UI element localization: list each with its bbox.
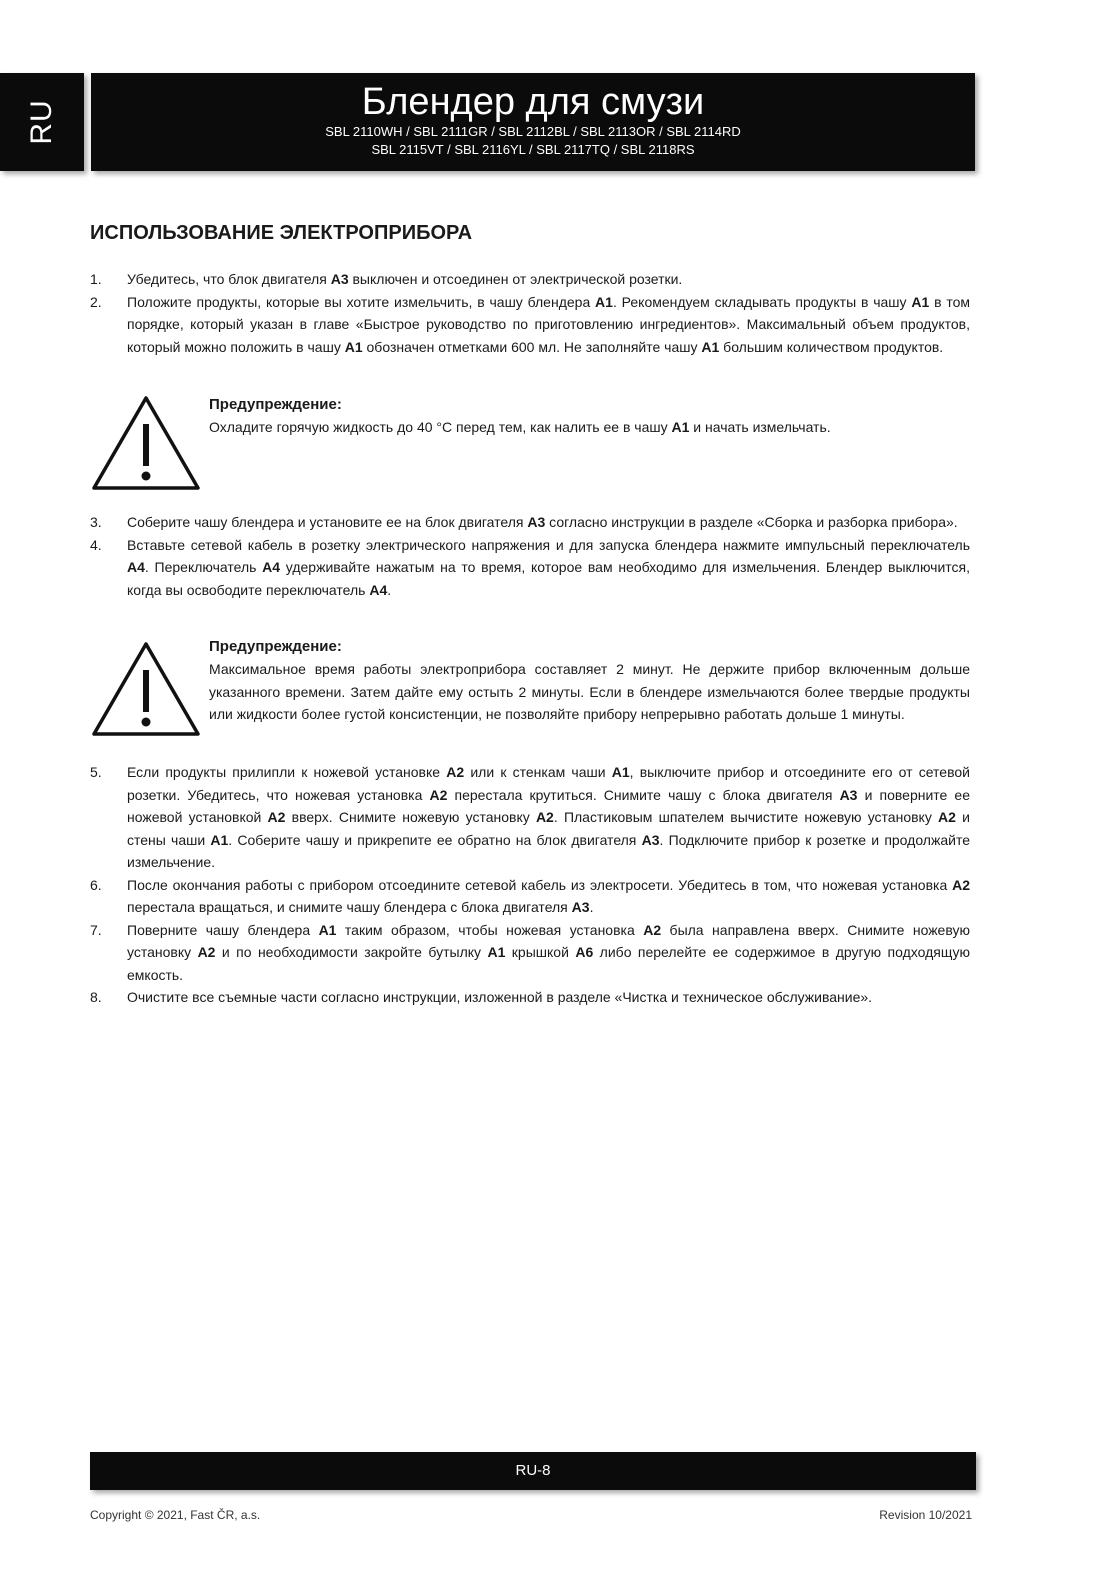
step-text: Положите продукты, которые вы хотите измельчить, в чашу блендера A1. Рекомендуем складывать продукты в чашу A1 в том порядке, который указан в главе «Быстрое руководство по приготовлению ингредиентов». Максимальный объем продуктов, который можно положить в чашу A1 обозначен отметками 600 мл. Не заполняйте чашу A1 большим количеством продуктов. xyxy=(127,293,970,355)
warning-box-2 xyxy=(90,636,970,748)
warning-triangle-icon xyxy=(90,394,202,492)
warning-text: Охладите горячую жидкость до 40 °C перед тем, как налить ее в чашу A1 и начать измельчать. xyxy=(209,419,831,435)
list-item xyxy=(90,268,970,291)
step-number: 7. xyxy=(90,921,102,938)
step-text: Очистите все съемные части согласно инструкции, изложенной в разделе «Чистка и техническое обслуживание». xyxy=(127,989,873,1005)
model-list-line-2: SBL 2115VT / SBL 2116YL / SBL 2117TQ / SBL 2118RS xyxy=(371,142,695,157)
step-number: 3. xyxy=(90,514,102,530)
step-text: Соберите чашу блендера и установите ее на блок двигателя A3 согласно инструкции в разделе «Сборка и разборка прибора». xyxy=(127,514,958,530)
model-list-line-1: SBL 2110WH / SBL 2111GR / SBL 2112BL / SBL 2113OR / SBL 2114RD xyxy=(325,124,741,139)
step-text: Поверните чашу блендера A1 таким образом, чтобы ножевая установка A2 была направлена вверх. Снимите ножевую установку A2 и по необходимости закройте бутылку A1 крышкой A6 либо перелейте ее содержимое в другую подходящую емкость. xyxy=(127,921,971,983)
warning-box-1 xyxy=(90,394,970,494)
list-item xyxy=(90,534,970,602)
warning-title: Предупреждение: xyxy=(209,638,342,655)
step-text: Если продукты прилипли к ножевой установке A2 или к стенкам чаши A1, выключите прибор и отсоедините его от сетевой розетки. Убедитесь, что ножевая установка A2 перестала крутиться. Снимите чашу с блока двигателя A3 и поверните ее ножевой установкой A2 вверх. Снимите ножевую установку A2. Пластиковым шпателем вычистите ножевую установку A2 и стены чаши A1. Соберите чашу и прикрепите ее обратно на блок двигателя A3. Подключите прибор к розетке и продолжайте измельчение. xyxy=(127,764,970,870)
page-title: Блендер для смузи xyxy=(361,81,705,123)
list-item xyxy=(90,511,970,534)
revision-text: Revision 10/2021 xyxy=(879,1508,972,1522)
warning-title: Предупреждение: xyxy=(209,396,342,413)
steps-list-3 xyxy=(90,761,970,1009)
list-item xyxy=(90,919,970,987)
list-item xyxy=(90,874,970,919)
list-item xyxy=(90,986,970,1009)
list-item xyxy=(90,291,970,359)
warning-triangle-icon xyxy=(90,640,202,738)
language-tab xyxy=(0,73,84,171)
list-item xyxy=(90,761,970,874)
step-number: 2. xyxy=(90,293,102,310)
warning-text: Максимальное время работы электроприбора составляет 2 минут. Не держите прибор включенным дольше указанного времени. Затем дайте ему остыть 2 минуты. Если в блендере измельчаются более твердые продукты или жидкости более густой консистенции, не позволяйте прибору непрерывно работать дольше 1 минуты. xyxy=(209,661,970,722)
language-code: RU xyxy=(25,99,58,145)
steps-list-2 xyxy=(90,511,970,601)
step-number: 1. xyxy=(90,271,102,287)
page-number-bar xyxy=(90,1452,976,1490)
step-text: Вставьте сетевой кабель в розетку электрического напряжения и для запуска блендера нажмите импульсный переключатель A4. Переключатель A4 удерживайте нажатым на то время, которое вам необходимо для измельчения. Блендер выключится, когда вы освободите переключатель A4. xyxy=(127,536,971,598)
step-number: 4. xyxy=(90,536,102,553)
step-text: Убедитесь, что блок двигателя A3 выключен и отсоединен от электрической розетки. xyxy=(127,271,683,287)
section-title: ИСПОЛЬЗОВАНИЕ ЭЛЕКТРОПРИБОРА xyxy=(90,222,473,244)
step-number: 6. xyxy=(90,876,102,893)
page-number: RU-8 xyxy=(515,1462,551,1479)
step-text: После окончания работы с прибором отсоедините сетевой кабель из электросети. Убедитесь в том, что ножевая установка A2 перестала вращаться, и снимите чашу блендера с блока двигателя A3. xyxy=(127,876,970,915)
steps-list-1 xyxy=(90,268,970,358)
page-header xyxy=(91,73,975,171)
step-number: 8. xyxy=(90,989,102,1005)
copyright-text: Copyright © 2021, Fast ČR, a.s. xyxy=(90,1508,261,1522)
step-number: 5. xyxy=(90,764,102,780)
